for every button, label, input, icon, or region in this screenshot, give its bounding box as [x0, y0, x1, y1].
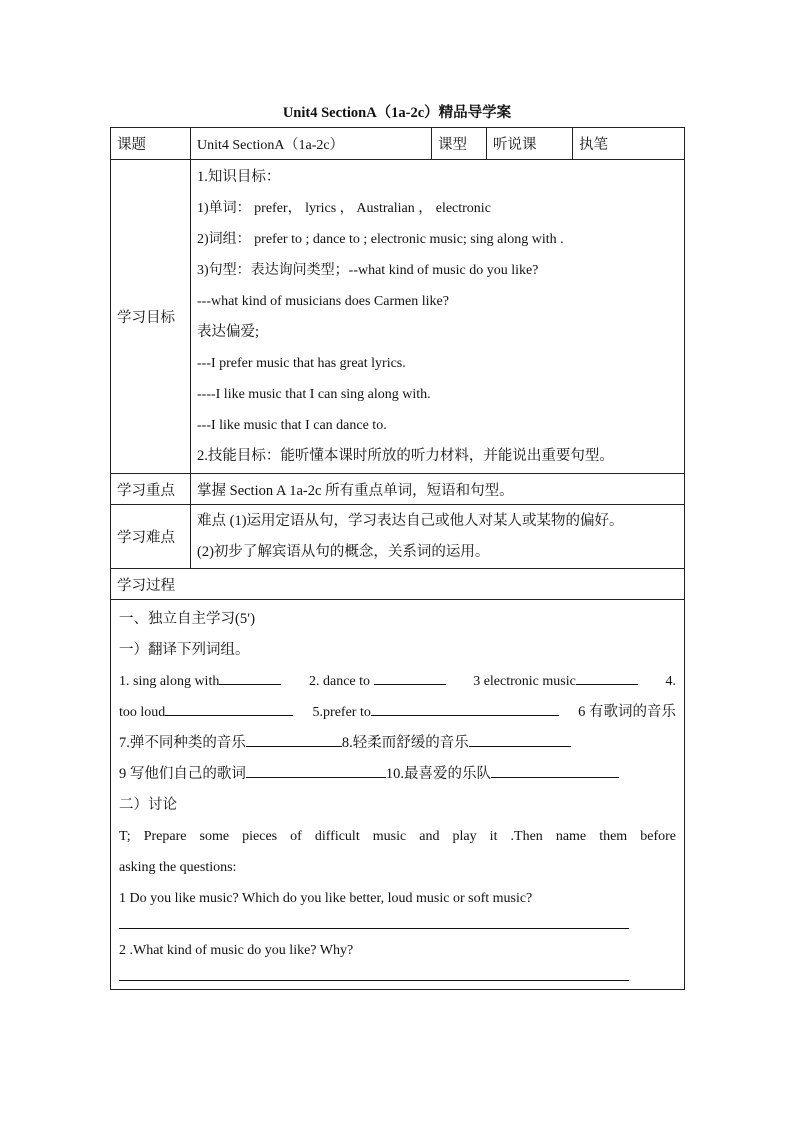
objective-line: 3)句型：表达询问类型；--what kind of music do you like? [197, 263, 539, 278]
difficulties-row [111, 505, 685, 569]
answer-line[interactable] [119, 914, 629, 929]
section-heading: 一、独立自主学习(5′) [119, 611, 256, 627]
exercise-line [119, 728, 676, 759]
answer-blank[interactable] [469, 728, 571, 747]
objectives-row [111, 160, 685, 474]
answer-blank[interactable] [371, 697, 559, 716]
objective-line: ----I like music that I can sing along with. [197, 387, 431, 402]
exercise-item: 5.prefer to [312, 705, 371, 720]
answer-blank[interactable] [246, 728, 342, 747]
process-label: 学习过程 [111, 569, 685, 600]
exercise-item: 6 有歌词的音乐 [578, 704, 676, 720]
topic-label: 课题 [111, 128, 191, 160]
header-row [111, 128, 685, 160]
answer-blank[interactable] [165, 697, 293, 716]
exercise-line [119, 666, 676, 697]
key-points-row [111, 474, 685, 505]
answer-blank[interactable] [576, 666, 638, 685]
question-2: 2 .What kind of music do you like? Why? [119, 943, 354, 958]
question-1: 1 Do you like music? Which do you like better, loud music or soft music? [119, 891, 533, 906]
objective-line: 1)单词： prefer， lyrics ， Australian ， electronic [197, 201, 491, 216]
exercise-item: 9 写他们自己的歌词 [119, 766, 246, 782]
process-label-row [111, 569, 685, 600]
objectives-label: 学习目标 [111, 160, 191, 474]
exercise-item: too loud [119, 705, 166, 720]
author-label: 执笔 [573, 128, 685, 160]
objective-line: ---I like music that I can dance to. [197, 418, 387, 433]
process-content-row [111, 600, 685, 990]
exercise-line [119, 759, 676, 790]
study-plan-table [110, 127, 685, 990]
exercise-item: 8.轻柔而舒缓的音乐 [341, 735, 469, 751]
objective-line: 表达偏爱; [197, 324, 260, 340]
exercise-item: 7.弹不同种类的音乐 [119, 735, 246, 751]
objective-line: 2.技能目标：能听懂本课时所放的听力材料，并能说出重要句型。 [197, 448, 614, 464]
topic-value: Unit4 SectionA（1a-2c） [191, 128, 432, 160]
answer-blank[interactable] [246, 759, 386, 778]
answer-line[interactable] [119, 966, 629, 981]
exercise-line [119, 697, 676, 728]
type-label: 课型 [432, 128, 487, 160]
type-value: 听说课 [487, 128, 573, 160]
discussion-line: T; Prepare some pieces of difficult music and play it .Then name them before [119, 829, 676, 844]
key-points-label: 学习重点 [111, 474, 191, 505]
difficulty-line: 难点 (1)运用定语从句，学习表达自己或他人对某人或某物的偏好。 [197, 512, 624, 529]
exercise-item: 1. sing along with [119, 674, 220, 689]
exercise-item: 3 electronic music [473, 674, 576, 689]
exercise-item: 10.最喜爱的乐队 [385, 766, 491, 782]
exercise-item: 2. dance to [309, 674, 371, 689]
objective-line: ---what kind of musicians does Carmen like? [197, 294, 449, 309]
difficulty-line: (2)初步了解宾语从句的概念，关系词的运用。 [197, 543, 490, 560]
answer-blank[interactable] [491, 759, 619, 778]
objective-line: 2)词组： prefer to ; dance to ; electronic music; sing along with . [197, 232, 564, 247]
difficulties-label: 学习难点 [111, 505, 191, 569]
exercise-item: 4. [665, 674, 676, 689]
page-title: Unit4 SectionA（1a-2c）精品导学案 [282, 105, 512, 121]
answer-blank[interactable] [219, 666, 281, 685]
objective-line: ---I prefer music that has great lyrics. [197, 356, 406, 371]
key-points-text: 掌握 Section A 1a-2c 所有重点单词，短语和句型。 [191, 474, 685, 505]
answer-blank[interactable] [374, 666, 446, 685]
discussion-line: asking the questions: [119, 860, 237, 875]
subsection-heading: 一）翻译下列词组。 [119, 642, 250, 658]
subsection-heading: 二）讨论 [119, 797, 177, 813]
objective-line: 1.知识目标： [197, 169, 281, 185]
